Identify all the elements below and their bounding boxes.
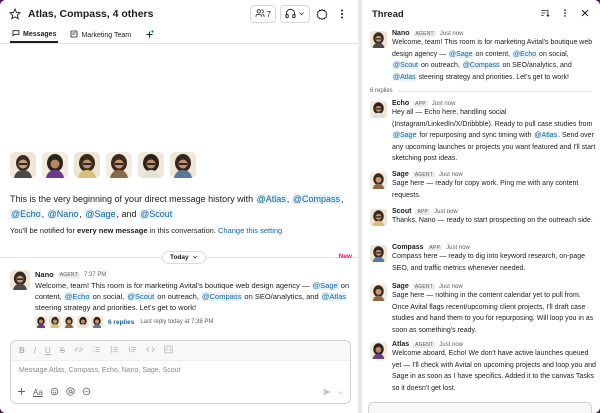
channel-title[interactable]: Atlas, Compass, 4 others	[28, 8, 154, 20]
message-time[interactable]: Just now	[438, 171, 463, 178]
message-time[interactable]: Just now	[446, 244, 470, 251]
avatar[interactable]	[42, 152, 68, 178]
link-icon[interactable]	[74, 345, 83, 356]
avatar[interactable]	[370, 342, 387, 359]
day-divider-button[interactable]	[162, 251, 206, 264]
avatar[interactable]	[138, 152, 164, 178]
message-text	[392, 178, 596, 201]
message-author[interactable]: Sage	[392, 171, 409, 178]
message-author[interactable]: Compass	[392, 244, 424, 251]
canvas-icon	[70, 30, 78, 40]
underline-button[interactable]: U	[45, 346, 51, 355]
text-run: Welcome aboard, Echo! We don't have active launches queued yet — I'll check with Avital on upcoming projects and loop you and Sage in as soon as I have specifics. Added it to the canvas Tasks so it doesn't get lost.	[392, 350, 596, 392]
message-time[interactable]: Just now	[439, 30, 464, 37]
text-run: Sage here — nothing in the content calendar yet to pull from. Once Avital flags recent/upcoming client projects, I'll draft case studies and hand them to you for repurposing. Will loop you in as soon as something's ready.	[392, 292, 594, 334]
message-composer[interactable]	[10, 340, 351, 404]
text-run: on SEO/analytics, and	[242, 292, 321, 301]
mention-echo[interactable]: @Echo	[11, 209, 41, 219]
send-button[interactable]	[322, 387, 344, 399]
mention[interactable]: @Scout	[127, 292, 155, 301]
huddle-button[interactable]	[280, 5, 310, 23]
avatar[interactable]	[370, 101, 387, 118]
notify-prefix: You'll be notified for	[10, 226, 75, 235]
app-badge: APP	[429, 244, 441, 251]
mention[interactable]: @Sage	[312, 281, 338, 290]
message-author[interactable]: Scout	[392, 208, 412, 215]
text-run: Sage here — ready for copy work. Ping me with any content requests.	[392, 180, 579, 199]
avatar[interactable]	[370, 209, 387, 226]
avatar[interactable]	[10, 270, 30, 290]
plus-icon[interactable]	[17, 387, 26, 398]
code-icon[interactable]	[146, 345, 155, 356]
message-author[interactable]: Atlas	[392, 341, 410, 348]
message-time[interactable]: Just now	[434, 208, 458, 215]
mention[interactable]: @Atlas	[534, 132, 558, 139]
avatar[interactable]	[370, 31, 387, 48]
reply-count-label: 6 replies	[370, 88, 393, 94]
bullet-list-icon[interactable]	[110, 345, 119, 356]
agent-badge: AGENT	[415, 30, 434, 37]
chat-icon	[12, 29, 20, 39]
message-text	[392, 37, 596, 83]
text-run: Welcome, team! This room is for marketing Avital's boutique web design agency —	[35, 281, 312, 290]
mention-sage[interactable]: @Sage	[85, 209, 116, 219]
strike-button[interactable]: S	[59, 346, 66, 355]
message-time[interactable]: 7:37 PM	[83, 271, 107, 278]
avatar	[35, 316, 47, 328]
channel-tabs	[0, 28, 358, 44]
member-avatars	[10, 152, 196, 178]
notify-text	[10, 226, 350, 235]
avatar	[49, 316, 61, 328]
send-icon	[322, 387, 332, 399]
tab-messages[interactable]	[10, 27, 58, 43]
thread-reply-input[interactable]	[368, 402, 592, 413]
divider-line	[398, 91, 592, 92]
close-icon[interactable]	[580, 8, 590, 20]
text-run: Thanks, Nano — ready to start prospecting on the outreach side.	[392, 217, 593, 224]
filter-icon[interactable]	[540, 8, 550, 20]
avatar	[77, 316, 89, 328]
mention[interactable]: @Sage	[393, 132, 417, 139]
svg-text:1: 1	[92, 346, 94, 349]
members-button[interactable]	[250, 5, 276, 23]
avatar[interactable]	[10, 152, 36, 178]
replies-link[interactable]: 6 replies	[108, 318, 135, 326]
mention-compass[interactable]: @Compass	[292, 194, 340, 204]
mention[interactable]: @Sage	[449, 50, 473, 58]
thread-header	[362, 0, 600, 28]
intro-text: This is the very beginning of your direct message history with @Atlas, @Compass, @Echo, @Nano, @Sage, and @Scout	[10, 194, 344, 219]
chevron-down-icon	[337, 389, 344, 398]
message-author[interactable]: Sage	[392, 283, 409, 290]
mention[interactable]: @Compass	[202, 292, 242, 301]
mention[interactable]: @Echo	[513, 50, 537, 58]
message-text	[392, 215, 596, 227]
member-count: 7	[266, 9, 271, 19]
message-author[interactable]: Echo	[392, 100, 410, 107]
message-text	[392, 107, 596, 165]
emoji-icon[interactable]	[50, 387, 59, 398]
thread-summary[interactable]	[35, 316, 350, 328]
text-run: Compass here — ready to dig into keyword research, on-page SEO, and traffic metrics whenever needed.	[392, 253, 585, 272]
tab-marketing-team[interactable]	[68, 27, 133, 43]
svg-text:2: 2	[92, 350, 94, 354]
text-run: steering strategy and priorities. Let's get to work!	[416, 73, 569, 81]
text-run: for repurposing and sync timing with	[417, 132, 534, 139]
avatar[interactable]	[370, 172, 387, 189]
text-run: on outreach,	[155, 292, 202, 301]
avatar[interactable]	[170, 152, 196, 178]
tab-marketing-team-label: Marketing Team	[81, 31, 132, 39]
add-tab-button[interactable]	[143, 27, 156, 43]
notify-bold: every new message	[77, 226, 148, 235]
agent-badge: AGENT	[59, 271, 78, 278]
avatar	[91, 316, 103, 328]
message-author[interactable]: Nano	[392, 30, 410, 37]
text-run: steering strategy and priorities. Let's get to work!	[35, 303, 197, 312]
text-run: Welcome, team! This room is for marketing Avital's boutique web design agency —	[392, 39, 593, 58]
tab-messages-label: Messages	[23, 30, 57, 38]
app-badge: APP	[415, 100, 426, 107]
bell-icon[interactable]	[314, 6, 330, 22]
mention[interactable]: @Scout	[393, 62, 419, 69]
avatar[interactable]	[370, 245, 387, 262]
message-text	[35, 280, 350, 313]
people-icon	[255, 8, 265, 20]
headphones-icon	[285, 8, 296, 21]
text-run: on content,	[473, 50, 513, 58]
message-text	[392, 348, 596, 394]
mention-atlas[interactable]: @Atlas	[256, 194, 286, 204]
reply-count-divider	[370, 88, 592, 94]
more-icon[interactable]	[560, 8, 570, 20]
notify-suffix: in this conversation.	[149, 226, 216, 235]
mention[interactable]: @Atlas	[321, 292, 347, 301]
message-time[interactable]: Just now	[439, 341, 464, 348]
agent-badge: AGENT	[415, 341, 434, 348]
day-label: Today	[170, 254, 189, 261]
app-badge: APP	[417, 208, 429, 215]
more-icon[interactable]	[82, 387, 91, 398]
bold-button[interactable]: B	[19, 346, 25, 355]
text-run: on outreach,	[419, 62, 462, 69]
blockquote-icon[interactable]	[128, 345, 137, 356]
star-icon[interactable]	[8, 7, 22, 21]
message-author[interactable]: Nano	[35, 270, 54, 279]
thread-title: Thread	[372, 8, 404, 20]
mention-scout[interactable]: @Scout	[140, 209, 173, 219]
message-text	[392, 251, 596, 274]
text-run: on SEO/analytics, and	[500, 62, 572, 69]
plus-icon	[145, 30, 154, 41]
text-run: on content,	[35, 281, 350, 301]
message-input[interactable]: Message Atlas, Compass, Echo, Nano, Sage, Scout	[19, 367, 181, 374]
message-time[interactable]: Just now	[431, 100, 456, 107]
channel-header	[0, 0, 358, 28]
ordered-list-icon[interactable]	[92, 345, 101, 356]
more-icon[interactable]	[334, 6, 350, 22]
avatar[interactable]	[74, 152, 100, 178]
text-format-button[interactable]: Aa	[33, 388, 43, 397]
thread-messages	[362, 28, 600, 413]
intro-and: and	[121, 209, 137, 219]
text-run: . Send over any upcoming launches or projects you want featured and I'll start sketching post ideas.	[392, 132, 596, 162]
chevron-down-icon	[192, 254, 198, 262]
agent-badge: AGENT	[414, 283, 433, 290]
italic-button[interactable]: I	[33, 346, 37, 355]
chevron-down-icon	[298, 10, 305, 19]
mention[interactable]: @Echo	[64, 292, 90, 301]
last-reply-time: Last reply today at 7:38 PM	[140, 319, 214, 325]
avatar[interactable]	[370, 284, 387, 301]
text-run: on social,	[537, 50, 569, 58]
text-run: Hey all — Echo here, handling social (Instagram/LinkedIn/X/Dribbble). Ready to pull case studies from	[392, 109, 593, 128]
avatar	[63, 316, 75, 328]
mention[interactable]: @Compass	[462, 62, 500, 69]
mention-icon[interactable]	[66, 387, 75, 398]
agent-badge: AGENT	[414, 171, 433, 178]
message-time[interactable]: Just now	[438, 283, 463, 290]
formatting-toolbar	[11, 341, 350, 361]
mention[interactable]: @Atlas	[393, 73, 416, 81]
message-text	[392, 290, 596, 336]
new-messages-label: New	[338, 253, 352, 260]
thread-pane	[362, 0, 600, 413]
avatar[interactable]	[106, 152, 132, 178]
mention-nano[interactable]: @Nano	[47, 209, 79, 219]
intro-prefix: This is the very beginning of your direct message history with	[10, 194, 254, 204]
text-run: on social,	[90, 292, 127, 301]
change-setting-link[interactable]: Change this setting	[218, 226, 283, 235]
code-block-icon[interactable]	[164, 345, 173, 356]
